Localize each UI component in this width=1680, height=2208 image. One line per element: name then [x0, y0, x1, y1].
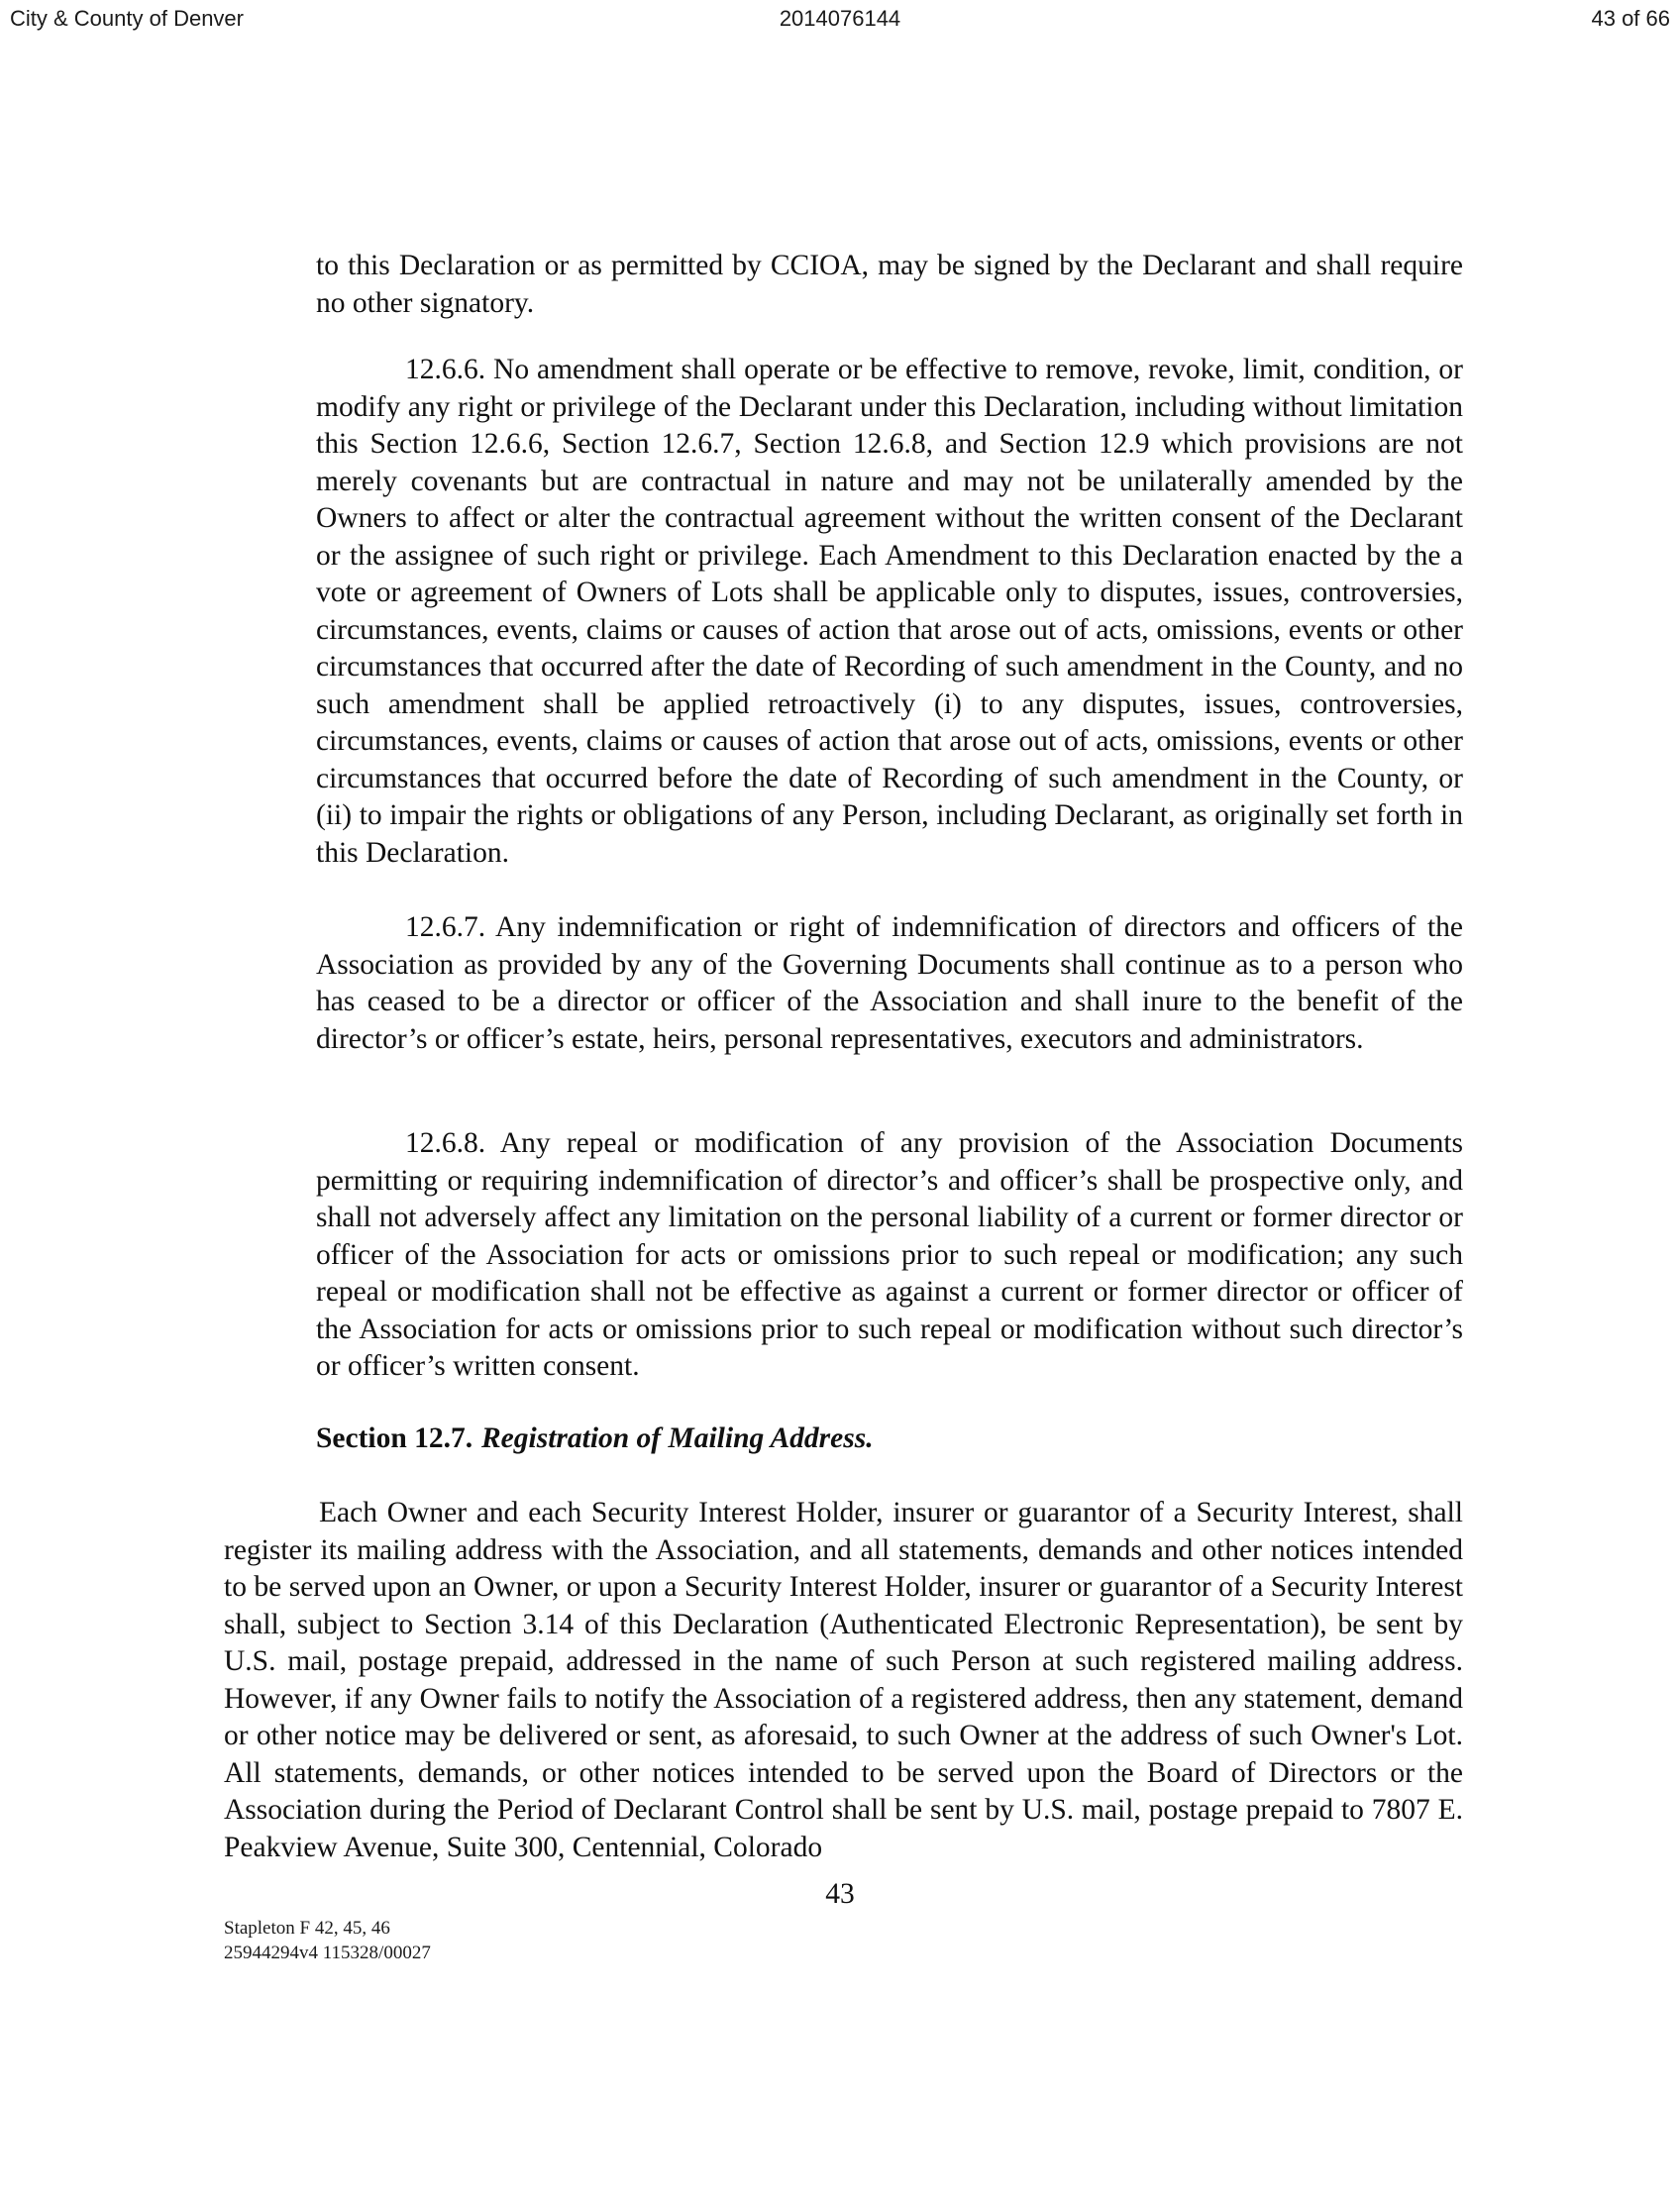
section-number: Section 12.7. [316, 1422, 473, 1454]
paragraph-12-6-8: 12.6.8. Any repeal or modification of any provision of the Association Documents permitting or requiring indemnification of director’s and officer’s shall be prospective only, and shall not adversely affect any limitation on the personal liability of a current or former director or officer of the Association for acts or omissions prior to such repeal or modification; any such repeal or modification shall not be effective as against a current or former director or officer of the Association for acts or omissions prior to such repeal or modification without such director’s or officer’s written consent. [316, 1127, 1463, 1382]
paragraph-continuation: to this Declaration or as permitted by CCIOA, may be signed by the Declarant and shall require no other signatory. [316, 250, 1463, 319]
page-header [10, 6, 1670, 36]
paragraph-12-6-7: 12.6.7. Any indemnification or right of indemnification of directors and officers of the Association as provided by any of the Governing Documents shall continue as to a person who has ceased to be a director or officer of the Association and shall inure to the benefit of the director’s or officer’s estate, heirs, personal representatives, executors and administrators. [316, 911, 1463, 1055]
header-jurisdiction: City & County of Denver [10, 6, 244, 31]
document-footer [224, 1916, 431, 1965]
footer-line-1: Stapleton F 42, 45, 46 [224, 1918, 390, 1939]
paragraph-12-7-body: Each Owner and each Security Interest Holder, insurer or guarantor of a Security Interest, shall register its mailing address with the Association, and all statements, demands and other notices intended to be served upon an Owner, or upon a Security Interest Holder, insurer or guarantor of a Security Interest shall, subject to Section 3.14 of this Declaration (Authenticated Electronic Representation), be sent by U.S. mail, postage prepaid, addressed in the name of such Person at such registered mailing address. However, if any Owner fails to notify the Association of a registered address, then any statement, demand or other notice may be delivered or sent, as aforesaid, to such Owner at the address of such Owner's Lot. All statements, demands, or other notices intended to be served upon the Board of Directors or the Association during the Period of Declarant Control shall be sent by U.S. mail, postage prepaid to 7807 E. Peakview Avenue, Suite 300, Centennial, Colorado [224, 1497, 1463, 1863]
header-page-count: 43 of 66 [1591, 6, 1670, 31]
paragraph-12-6-6: 12.6.6. No amendment shall operate or be effective to remove, revoke, limit, condition, or modify any right or privilege of the Declarant under this Declaration, including without limitation this Section 12.6.6, Section 12.6.7, Section 12.6.8, and Section 12.9 which provisions are not merely covenants but are contractual in nature and may not be unilaterally amended by the Owners to affect or alter the contractual agreement without the written consent of the Declarant or the assignee of such right or privilege. Each Amendment to this Declaration enacted by the a vote or agreement of Owners of Lots shall be applicable only to disputes, issues, controversies, circumstances, events, claims or causes of action that arose out of acts, omissions, events or other circumstances that occurred after the date of Recording of such amendment in the County, and no such amendment shall be applied retroactively (i) to any disputes, issues, controversies, circumstances, events, claims or causes of action that arose out of acts, omissions, events or other circumstances that occurred before the date of Recording of such amendment in the County, or (ii) to impair the rights or obligations of any Person, including Declarant, as originally set forth in this Declaration. [316, 354, 1463, 869]
header-reception-number: 2014076144 [779, 6, 901, 31]
section-title: Registration of Mailing Address. [481, 1422, 874, 1454]
page-number: 43 [825, 1878, 855, 1910]
footer-line-2: 25944294v4 115328/00027 [224, 1943, 431, 1963]
